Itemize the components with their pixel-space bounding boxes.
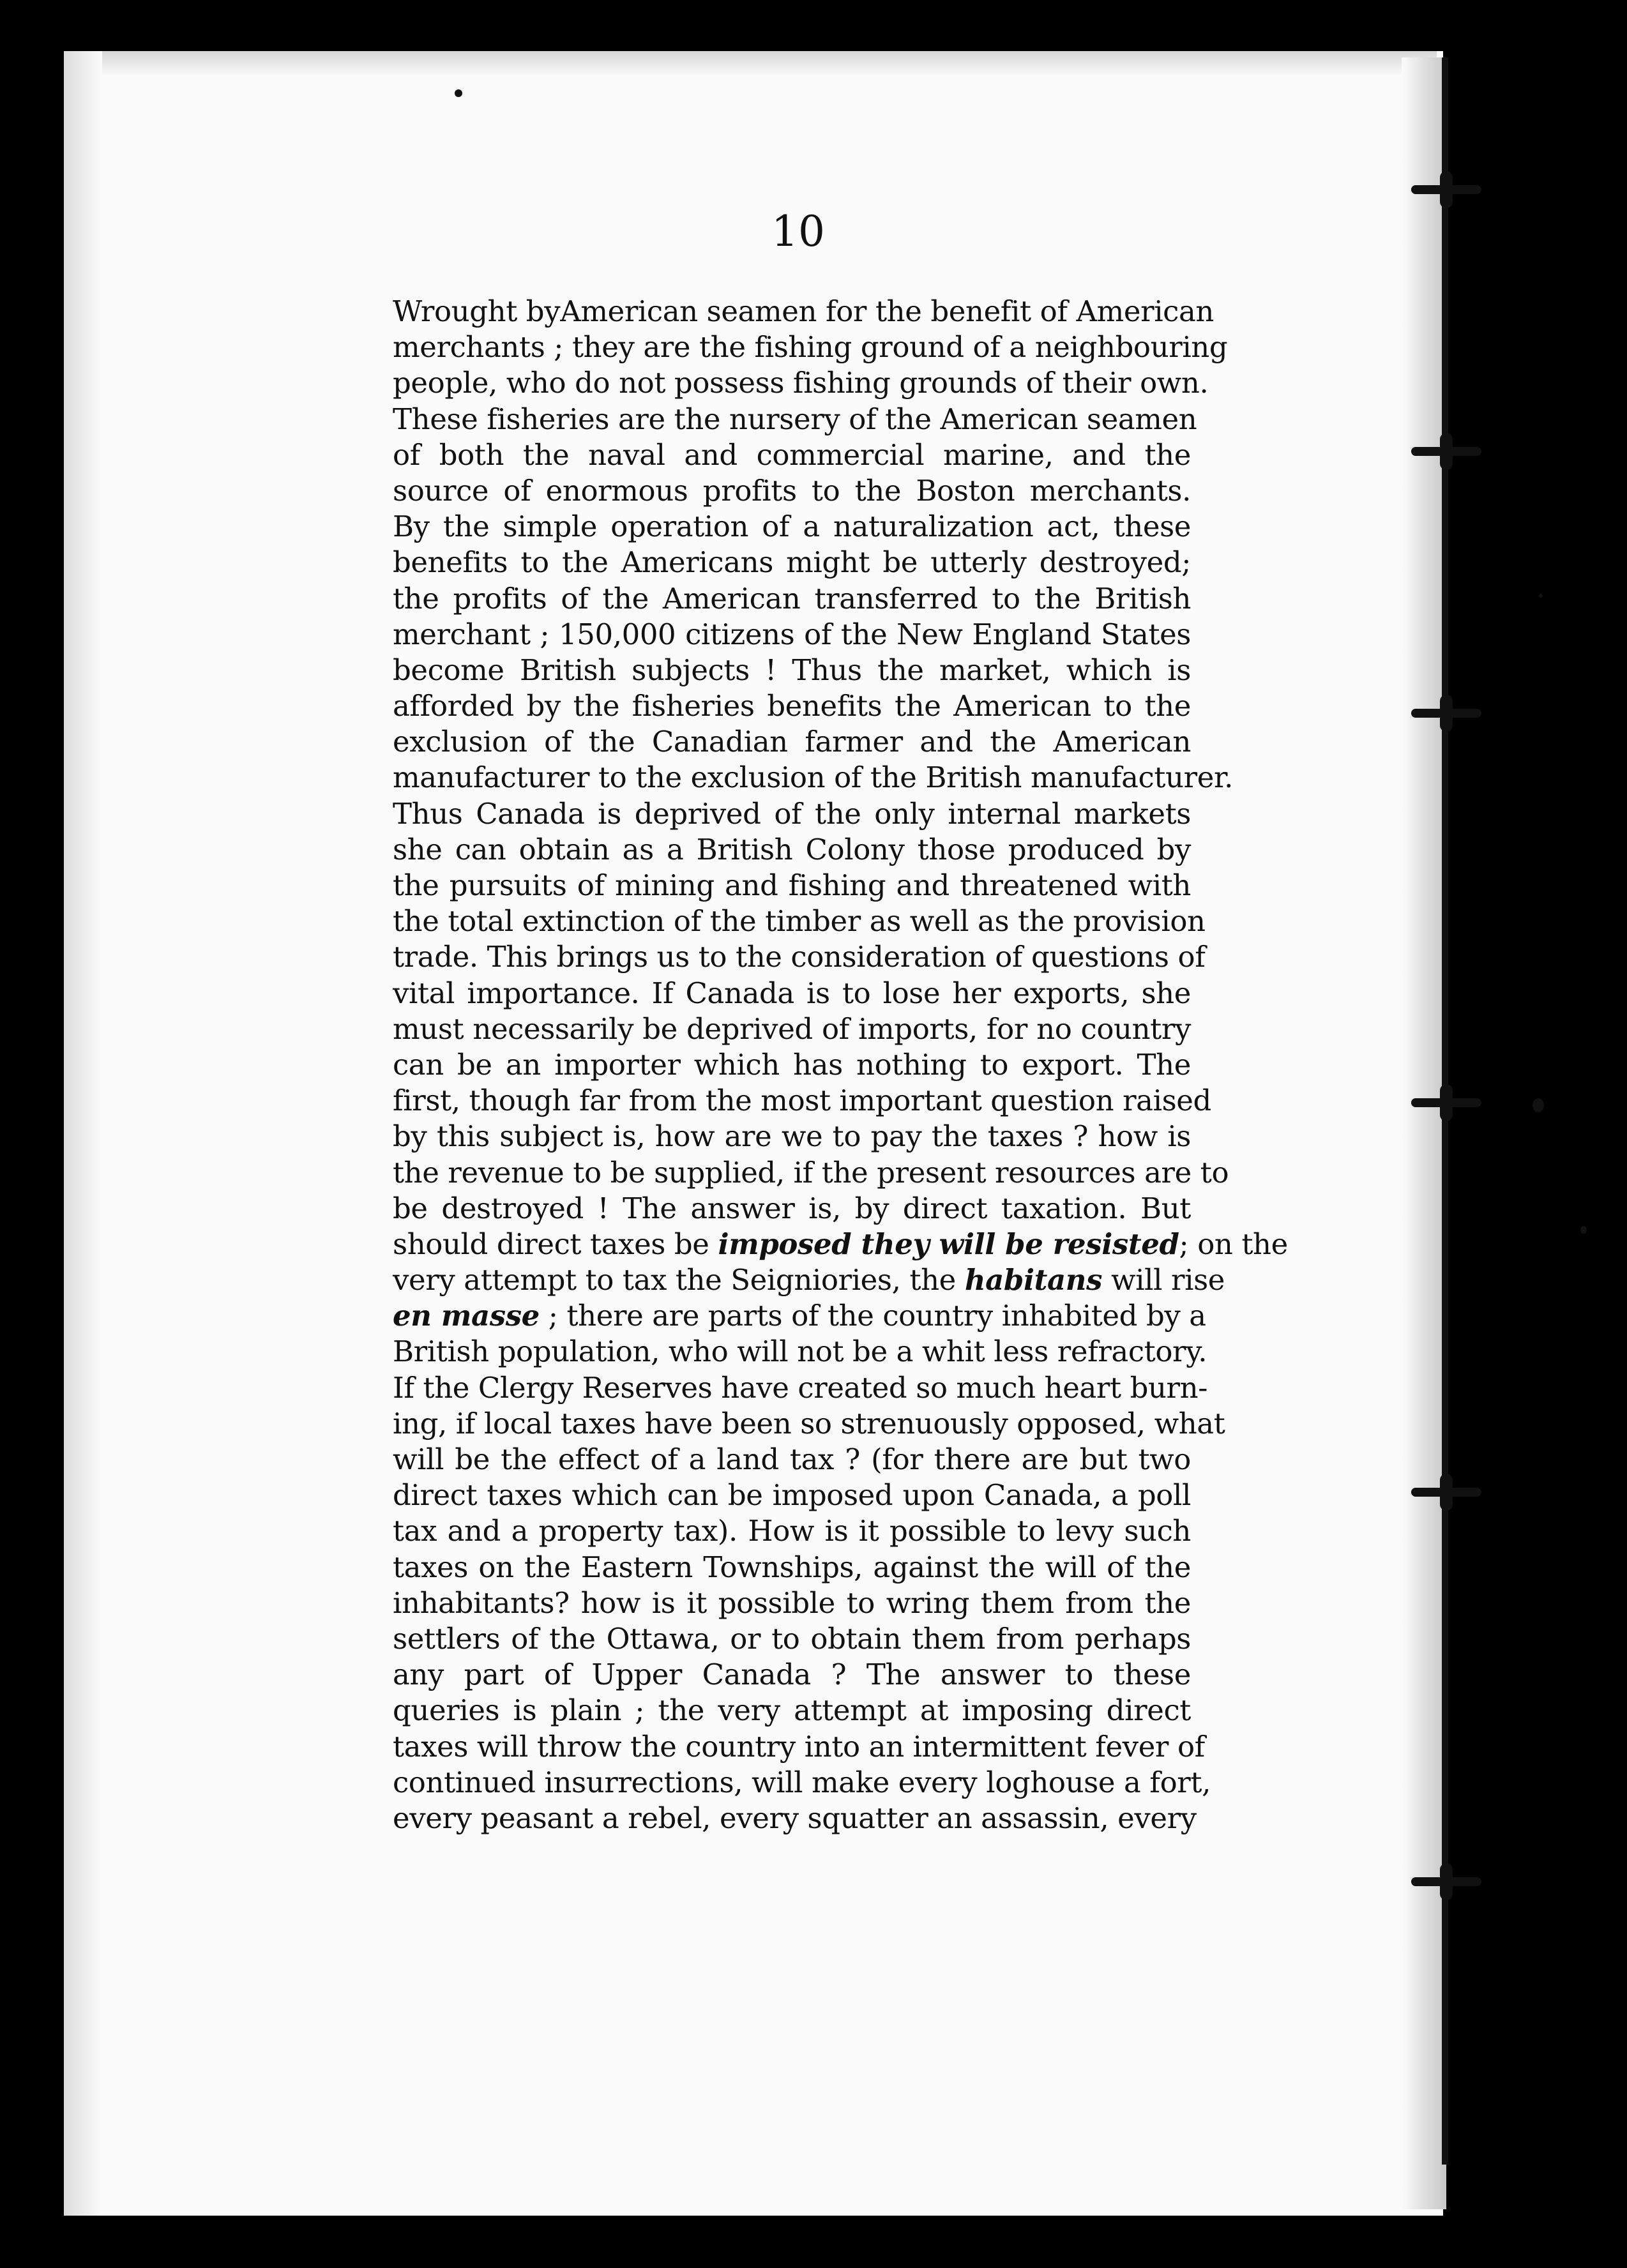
- text-line: [393, 832, 1191, 868]
- text-run: the pursuits of mining and fishing and threatened with: [393, 868, 1191, 902]
- italic-phrase: habitans: [964, 1263, 1103, 1297]
- text-run: taxes will throw the country into an intermittent fever of: [393, 1729, 1205, 1764]
- ink-speck: [1539, 594, 1543, 598]
- text-line: [393, 1334, 1207, 1370]
- text-run: by this subject is, how are we to pay the taxes ? how is: [393, 1119, 1191, 1154]
- text-run: taxes on the Eastern Townships, against the will of the: [393, 1550, 1191, 1584]
- text-run: very attempt to tax the Seigniories, the: [393, 1263, 965, 1297]
- text-line: [393, 1119, 1191, 1154]
- text-run: These fisheries are the nursery of the American seamen: [393, 402, 1197, 436]
- text-run: the total extinction of the timber as well as the provision: [393, 904, 1206, 939]
- text-line: [393, 688, 1191, 724]
- ink-speck: [455, 89, 462, 97]
- text-run: every peasant a rebel, every squatter an assassin, every: [393, 1801, 1197, 1835]
- text-line: [393, 1693, 1191, 1728]
- italic-phrase: imposed they will be resisted: [718, 1227, 1179, 1261]
- text-run: will be the effect of a land tax ? (for there are but two: [393, 1442, 1191, 1476]
- text-run: she can obtain as a British Colony those produced by: [393, 832, 1191, 866]
- binding-stitch: [1411, 1098, 1481, 1107]
- text-run: vital importance. If Canada is to lose her exports, she: [393, 976, 1191, 1010]
- text-run: By the simple operation of a naturalization act, these: [393, 510, 1191, 544]
- text-line: [393, 1298, 1206, 1334]
- text-line: [393, 760, 1234, 796]
- text-run: merchant ; 150,000 citizens of the New England States: [393, 617, 1191, 651]
- text-run: Thus Canada is deprived of the only internal markets: [393, 796, 1191, 831]
- text-run: first, though far from the most important question raised: [393, 1084, 1211, 1118]
- text-line: [393, 437, 1191, 473]
- binding-stitch: [1411, 1877, 1481, 1886]
- text-run: tax and a property tax). How is it possible to levy such: [393, 1514, 1191, 1548]
- text-run: will rise: [1102, 1263, 1225, 1297]
- text-run: merchants ; they are the fishing ground of a neighbouring: [393, 330, 1228, 365]
- text-run: be destroyed ! The answer is, by direct taxation. But: [393, 1191, 1191, 1225]
- italic-phrase: en masse: [393, 1299, 540, 1333]
- text-line: [393, 545, 1191, 580]
- text-line: [393, 1155, 1229, 1191]
- text-run: become British subjects ! Thus the market, which is: [393, 653, 1191, 687]
- text-run: direct taxes which can be imposed upon Canada, a poll: [393, 1478, 1191, 1513]
- text-run: can be an importer which has nothing to export. The: [393, 1047, 1191, 1082]
- text-line: [393, 1585, 1191, 1621]
- text-run: the profits of the American transferred to the British: [393, 581, 1191, 616]
- text-run: British population, who will not be a whit less refractory.: [393, 1334, 1207, 1369]
- text-run: ; on the: [1179, 1227, 1288, 1261]
- text-line: [393, 868, 1191, 903]
- text-run: source of enormous profits to the Boston merchants.: [393, 473, 1191, 508]
- page-shadow-left: [64, 51, 102, 2216]
- text-run: must necessarily be deprived of imports, for no country: [393, 1011, 1191, 1046]
- text-line: [393, 1729, 1205, 1765]
- text-line: [393, 1442, 1191, 1478]
- text-line: [393, 1227, 1288, 1262]
- text-line: [393, 1083, 1211, 1119]
- text-line: [393, 365, 1209, 401]
- page-shadow-top: [83, 51, 1437, 77]
- text-run: any part of Upper Canada ? The answer to these: [393, 1658, 1191, 1692]
- text-run: manufacturer to the exclusion of the British manufacturer.: [393, 760, 1234, 795]
- text-line: [393, 1550, 1191, 1585]
- text-line: [393, 402, 1197, 437]
- text-run: afforded by the fisheries benefits the American to the: [393, 689, 1191, 723]
- text-run: ing, if local taxes have been so strenuously opposed, what: [393, 1406, 1225, 1440]
- text-line: [393, 903, 1206, 939]
- binding-stitch: [1411, 1488, 1481, 1497]
- text-run: continued insurrections, will make every loghouse a fort,: [393, 1765, 1211, 1799]
- text-line: [393, 1191, 1191, 1227]
- text-line: [393, 1801, 1197, 1836]
- text-line: [393, 1621, 1191, 1657]
- text-run: queries is plain ; the very attempt at imposing direct: [393, 1693, 1191, 1728]
- text-line: [393, 724, 1191, 760]
- text-line: [393, 1370, 1208, 1406]
- text-line: [393, 1262, 1225, 1298]
- text-line: [393, 1513, 1191, 1549]
- text-run: Wrought byAmerican seamen for the benefit of American: [393, 294, 1214, 328]
- text-run: should direct taxes be: [393, 1227, 718, 1261]
- ink-speck: [1532, 1098, 1544, 1112]
- text-run: trade. This brings us to the consideration of questions of: [393, 940, 1206, 974]
- text-run: settlers of the Ottawa, or to obtain them from perhaps: [393, 1621, 1191, 1656]
- text-run: ; there are parts of the country inhabited by a: [539, 1299, 1206, 1333]
- text-line: [393, 329, 1228, 365]
- text-run: If the Clergy Reserves have created so much heart burn-: [393, 1370, 1208, 1405]
- text-line: [393, 473, 1191, 509]
- text-line: [393, 1406, 1225, 1442]
- body-text: [393, 294, 1288, 1836]
- text-line: [393, 509, 1191, 545]
- text-line: [393, 617, 1191, 653]
- text-line: [393, 1765, 1211, 1801]
- text-line: [393, 976, 1191, 1011]
- text-line: [393, 939, 1206, 975]
- text-line: [393, 1047, 1191, 1083]
- binding-stitch: [1411, 709, 1481, 718]
- text-run: of both the naval and commercial marine, and the: [393, 437, 1191, 472]
- ink-speck: [1580, 1226, 1587, 1234]
- text-run: the revenue to be supplied, if the present resources are to: [393, 1155, 1229, 1190]
- text-run: people, who do not possess fishing grounds of their own.: [393, 366, 1209, 400]
- text-line: [393, 1011, 1191, 1047]
- binding-stitch: [1411, 185, 1481, 194]
- text-line: [393, 294, 1214, 329]
- binding-stitch: [1411, 447, 1481, 456]
- text-run: inhabitants? how is it possible to wring them from the: [393, 1585, 1191, 1620]
- text-run: exclusion of the Canadian farmer and the American: [393, 725, 1191, 759]
- text-line: [393, 581, 1191, 617]
- text-line: [393, 653, 1191, 688]
- text-line: [393, 1657, 1191, 1693]
- text-line: [393, 1478, 1191, 1513]
- text-line: [393, 796, 1191, 832]
- text-run: benefits to the Americans might be utterly destroyed;: [393, 545, 1191, 580]
- page-number: 10: [771, 207, 825, 256]
